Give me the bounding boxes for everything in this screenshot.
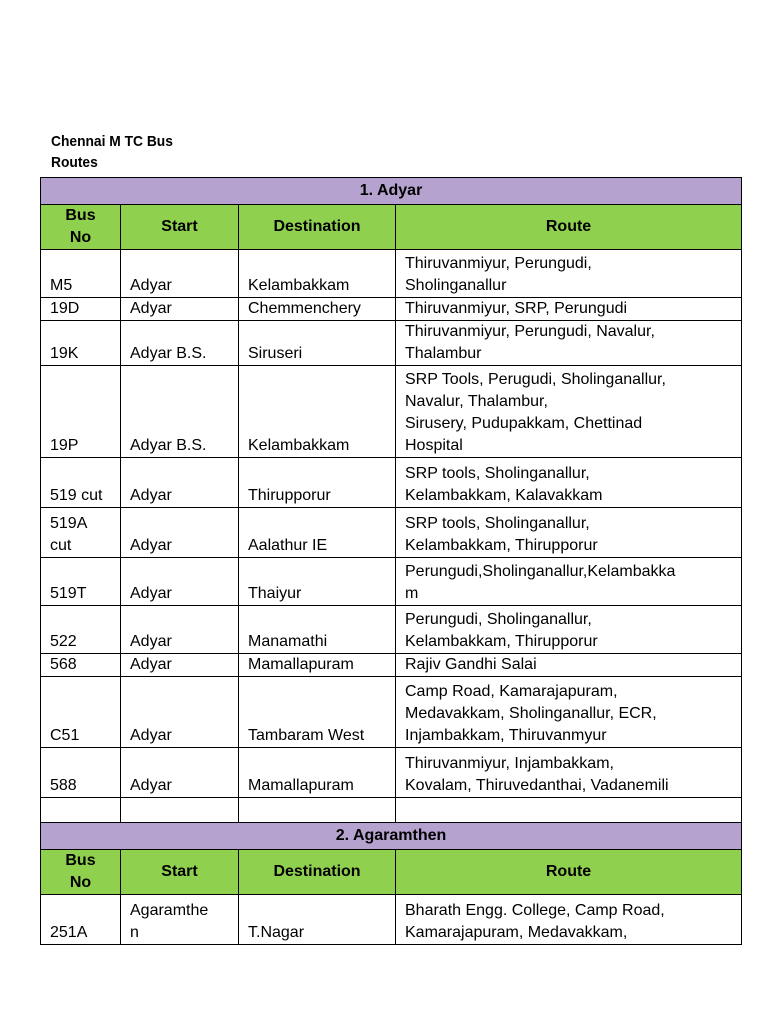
destination-cell: Manamathi (239, 606, 396, 654)
start-cell: Adyar (121, 458, 239, 508)
column-header-start: Start (121, 850, 239, 895)
table-row (41, 508, 742, 558)
table-row (41, 798, 742, 823)
destination-cell (239, 798, 396, 823)
start-cell: Adyar (121, 298, 239, 321)
route-cell: Thiruvanmiyur, Perungudi, Sholinganallur (396, 250, 742, 298)
start-cell: Adyar (121, 508, 239, 558)
route-cell (396, 798, 742, 823)
route-cell: Thiruvanmiyur, Injambakkam, Kovalam, Thiruvedanthai, Vadanemili (396, 748, 742, 798)
column-header-start: Start (121, 205, 239, 250)
route-cell: Thiruvanmiyur, Perungudi, Navalur, Thalambur (396, 321, 742, 366)
bus-routes-table (40, 177, 742, 945)
destination-cell: Thirupporur (239, 458, 396, 508)
section-title: 2. Agaramthen (41, 823, 742, 850)
table-row (41, 748, 742, 798)
table-row (41, 677, 742, 748)
start-cell: Adyar (121, 606, 239, 654)
table-row (41, 366, 742, 458)
start-cell (121, 798, 239, 823)
start-cell: Adyar (121, 250, 239, 298)
destination-cell: Mamallapuram (239, 748, 396, 798)
column-header-bus-no: Bus No (41, 205, 121, 250)
column-header-destination: Destination (239, 850, 396, 895)
column-header-route: Route (396, 205, 742, 250)
table-row (41, 606, 742, 654)
column-header-row (41, 205, 742, 250)
start-cell: Adyar (121, 558, 239, 606)
destination-cell: Kelambakkam (239, 250, 396, 298)
destination-cell: T.Nagar (239, 895, 396, 945)
bus-number-cell: 522 (41, 606, 121, 654)
bus-number-cell: 588 (41, 748, 121, 798)
section-title: 1. Adyar (41, 178, 742, 205)
table-row (41, 654, 742, 677)
destination-cell: Kelambakkam (239, 366, 396, 458)
bus-number-cell: 251A (41, 895, 121, 945)
start-cell: Adyar B.S. (121, 321, 239, 366)
bus-number-cell: 19D (41, 298, 121, 321)
bus-number-cell: 568 (41, 654, 121, 677)
column-header-destination: Destination (239, 205, 396, 250)
destination-cell: Mamallapuram (239, 654, 396, 677)
bus-number-cell: 519T (41, 558, 121, 606)
route-cell: Bharath Engg. College, Camp Road, Kamarajapuram, Medavakkam, (396, 895, 742, 945)
bus-number-cell: 19P (41, 366, 121, 458)
table-row (41, 298, 742, 321)
route-cell: Rajiv Gandhi Salai (396, 654, 742, 677)
bus-number-cell: M5 (41, 250, 121, 298)
route-cell: SRP tools, Sholinganallur, Kelambakkam, Thirupporur (396, 508, 742, 558)
document-title: Chennai M TC Bus Routes (51, 133, 173, 171)
table-row (41, 321, 742, 366)
table-row (41, 250, 742, 298)
destination-cell: Aalathur IE (239, 508, 396, 558)
route-cell: SRP Tools, Perugudi, Sholinganallur, Navalur, Thalambur, Sirusery, Pudupakkam, Chettinad Hospital (396, 366, 742, 458)
section-header-row (41, 823, 742, 850)
route-cell: Thiruvanmiyur, SRP, Perungudi (396, 298, 742, 321)
table-row (41, 458, 742, 508)
route-cell: Camp Road, Kamarajapuram, Medavakkam, Sholinganallur, ECR, Injambakkam, Thiruvanmyur (396, 677, 742, 748)
routes-table-body (41, 178, 742, 945)
bus-number-cell: 519A cut (41, 508, 121, 558)
route-cell: SRP tools, Sholinganallur, Kelambakkam, Kalavakkam (396, 458, 742, 508)
bus-number-cell: C51 (41, 677, 121, 748)
section-header-row (41, 178, 742, 205)
start-cell: Adyar (121, 748, 239, 798)
destination-cell: Chemmenchery (239, 298, 396, 321)
column-header-bus-no: Bus No (41, 850, 121, 895)
destination-cell: Thaiyur (239, 558, 396, 606)
destination-cell: Tambaram West (239, 677, 396, 748)
route-cell: Perungudi,Sholinganallur,Kelambakka m (396, 558, 742, 606)
start-cell: Agaramthe n (121, 895, 239, 945)
column-header-route: Route (396, 850, 742, 895)
start-cell: Adyar (121, 654, 239, 677)
bus-number-cell (41, 798, 121, 823)
table-row (41, 558, 742, 606)
destination-cell: Siruseri (239, 321, 396, 366)
bus-number-cell: 519 cut (41, 458, 121, 508)
route-cell: Perungudi, Sholinganallur, Kelambakkam, Thirupporur (396, 606, 742, 654)
start-cell: Adyar B.S. (121, 366, 239, 458)
start-cell: Adyar (121, 677, 239, 748)
table-row (41, 895, 742, 945)
bus-number-cell: 19K (41, 321, 121, 366)
column-header-row (41, 850, 742, 895)
